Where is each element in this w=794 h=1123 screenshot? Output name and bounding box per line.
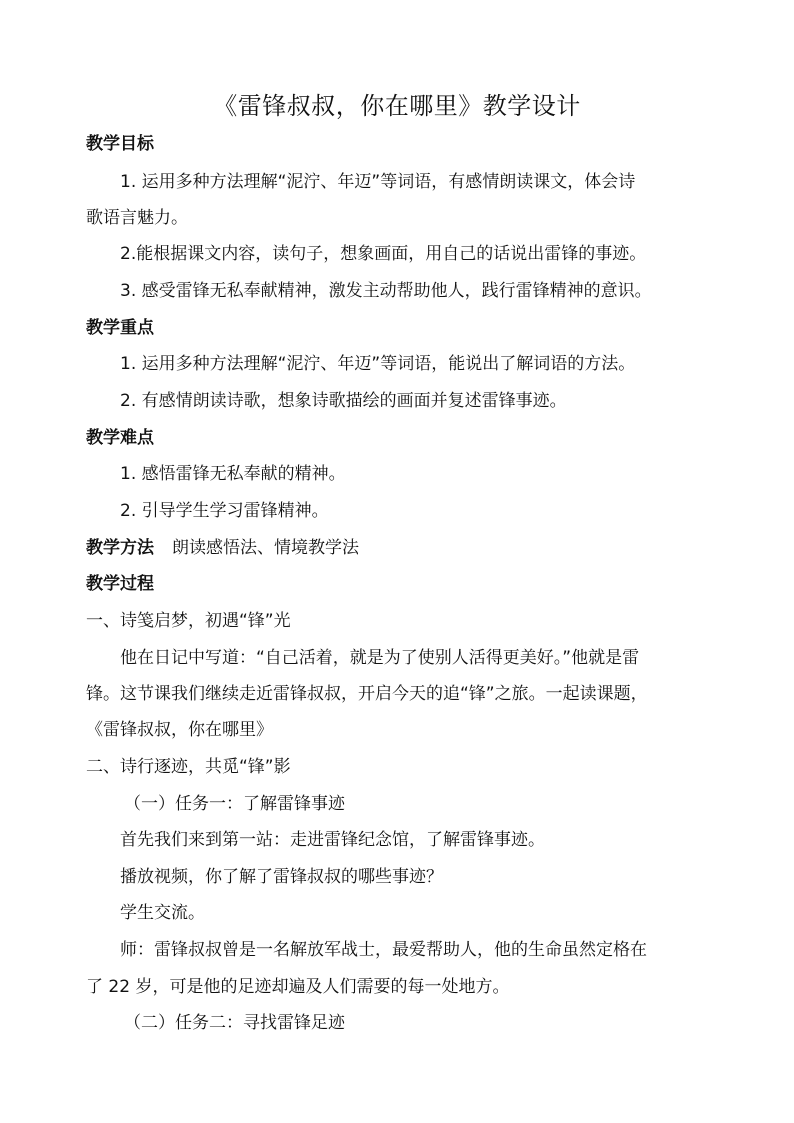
process-section-1-heading: 一、诗笺启梦，初遇“锋”光 <box>86 611 291 631</box>
objective-item-3: 3. 感受雷锋无私奉献精神，激发主动帮助他人，践行雷锋精神的意识。 <box>120 281 652 301</box>
difficulty-item-1: 1. 感悟雷锋无私奉献的精神。 <box>120 464 346 484</box>
task-2-heading: （二）任务二：寻找雷锋足迹 <box>124 1013 345 1033</box>
process-paragraph-line: 师：雷锋叔叔曾是一名解放军战士，最爱帮助人，他的生命虽然定格在 <box>120 940 647 960</box>
process-section-2-heading: 二、诗行逐迹，共觅“锋”影 <box>86 757 291 777</box>
document-title: 《雷锋叔叔，你在哪里》教学设计 <box>213 92 581 120</box>
methods-row <box>86 536 359 560</box>
process-paragraph-line: 首先我们来到第一站：走进雷锋纪念馆，了解雷锋事迹。 <box>120 830 545 850</box>
process-heading: 教学过程 <box>86 574 154 594</box>
key-point-item-2: 2. 有感情朗读诗歌，想象诗歌描绘的画面并复述雷锋事迹。 <box>120 391 567 411</box>
process-paragraph-line: 他在日记中写道：“自己活着，就是为了使别人活得更美好。”他就是雷 <box>120 648 640 668</box>
objective-item-1-continued: 歌语言魅力。 <box>86 208 188 228</box>
key-points-heading: 教学重点 <box>86 318 154 338</box>
key-point-item-1: 1. 运用多种方法理解“泥泞、年迈”等词语，能说出了解词语的方法。 <box>120 354 636 374</box>
objectives-heading: 教学目标 <box>86 134 154 154</box>
process-paragraph-line: 学生交流。 <box>120 903 205 923</box>
process-paragraph-line: 了 22 岁，可是他的足迹却遍及人们需要的每一处地方。 <box>86 977 510 997</box>
process-paragraph-line: 锋。这节课我们继续走近雷锋叔叔，开启今天的追“锋”之旅。一起读课题， <box>86 684 648 704</box>
difficulty-item-2: 2. 引导学生学习雷锋精神。 <box>120 501 329 521</box>
task-1-heading: （一）任务一：了解雷锋事迹 <box>124 794 345 814</box>
process-paragraph-line: 《雷锋叔叔，你在哪里》 <box>86 720 273 740</box>
difficulties-heading: 教学难点 <box>86 428 154 448</box>
objective-item-1: 1. 运用多种方法理解“泥泞、年迈”等词语，有感情朗读课文，体会诗 <box>120 172 636 192</box>
methods-value: 朗读感悟法、情境教学法 <box>172 538 359 558</box>
objective-item-2: 2.能根据课文内容，读句子，想象画面，用自己的话说出雷锋的事迹。 <box>120 244 647 264</box>
process-paragraph-line: 播放视频，你了解了雷锋叔叔的哪些事迹？ <box>120 867 443 887</box>
methods-label: 教学方法 <box>86 538 154 558</box>
